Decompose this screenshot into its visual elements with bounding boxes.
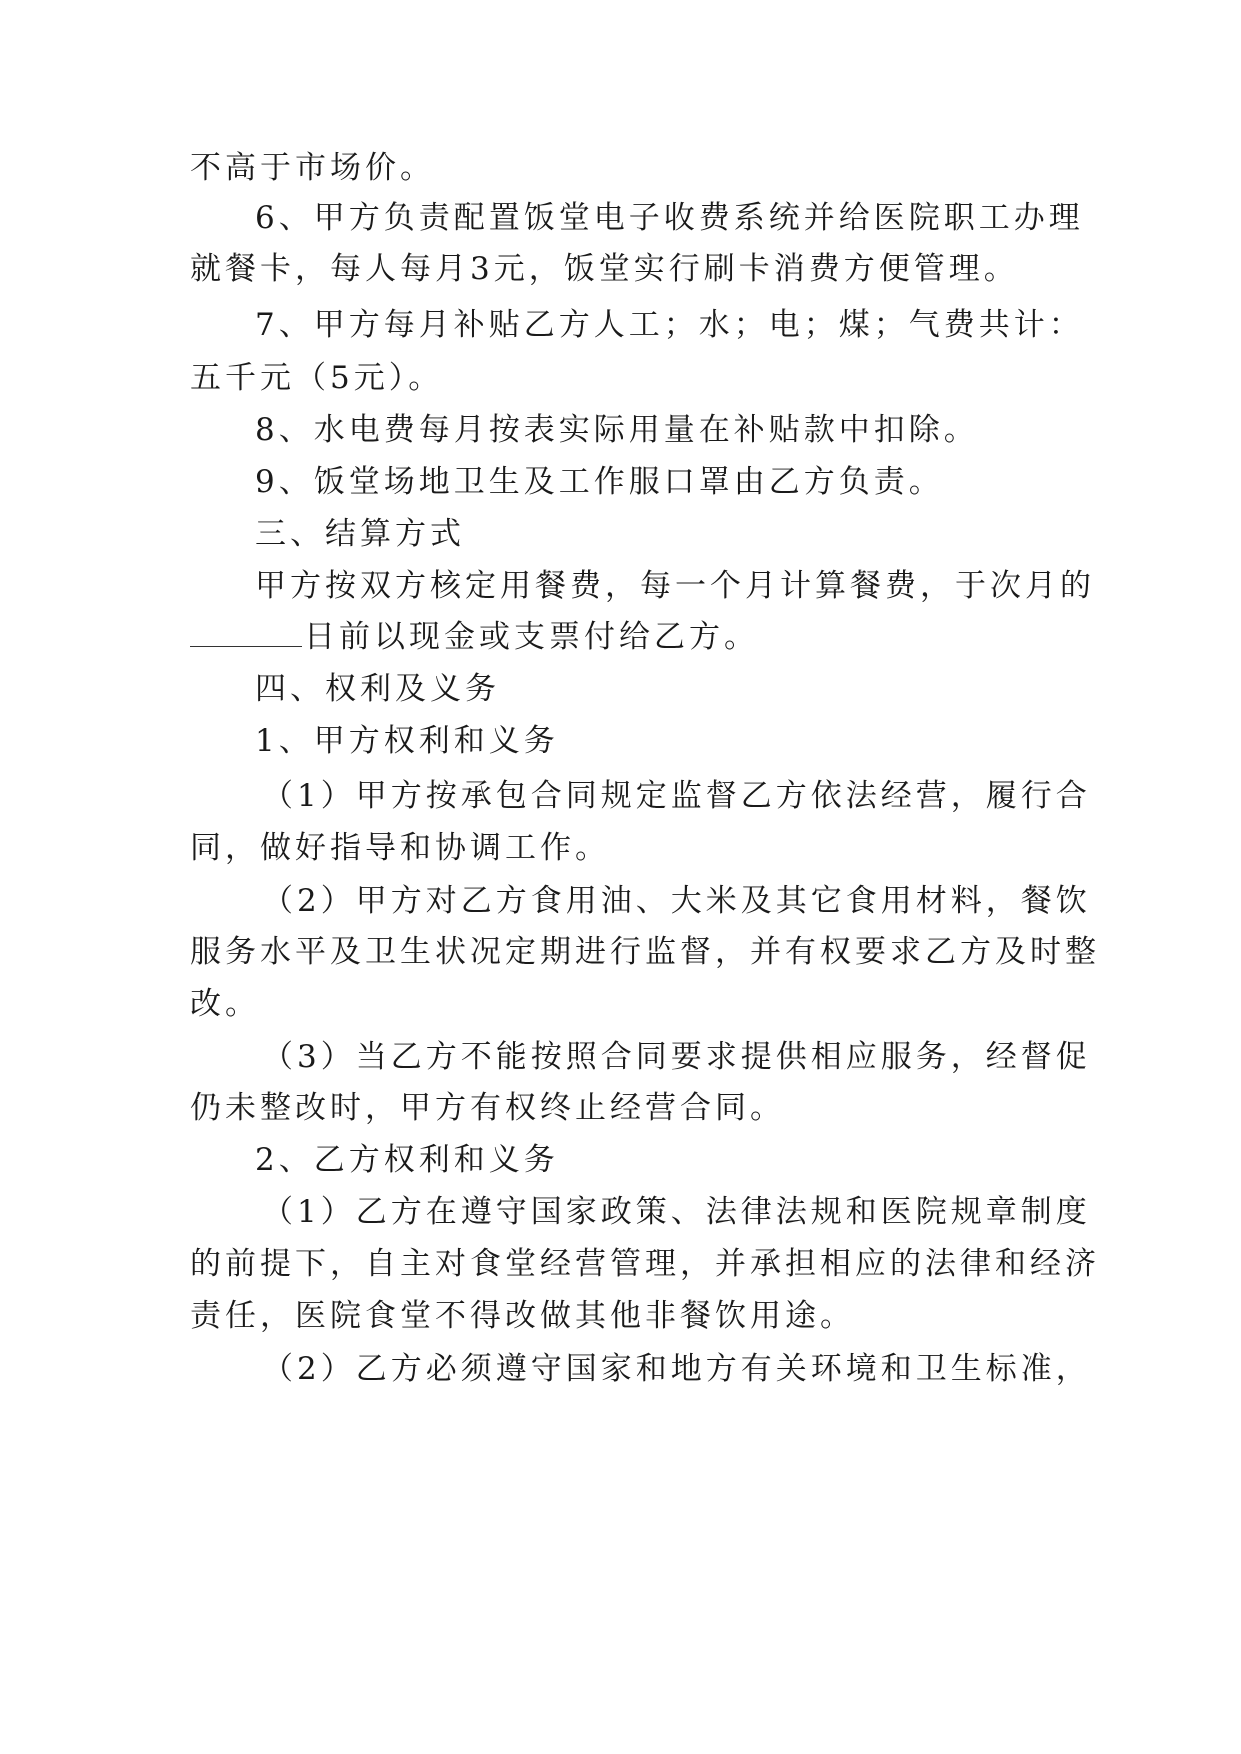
text-line: 同，做好指导和协调工作。 [190,830,610,866]
text-line: 6、甲方负责配置饭堂电子收费系统并给医院职工办理 [255,200,1084,236]
fill-in-blank [190,618,302,647]
text-line: 不高于市场价。 [190,150,435,186]
text-line: （2）乙方必须遵守国家和地方有关环境和卫生标准， [262,1351,1091,1387]
subsection-heading: 2、乙方权利和义务 [255,1142,559,1178]
text-line: 服务水平及卫生状况定期进行监督，并有权要求乙方及时整 [190,934,1100,970]
text-line: 7、甲方每月补贴乙方人工；水；电；煤；气费共计： [255,307,1084,343]
text-line: 甲方按双方核定用餐费，每一个月计算餐费，于次月的 [255,568,1095,604]
text-line: （1）乙方在遵守国家政策、法律法规和医院规章制度 [262,1194,1091,1230]
text-line: 五千元（5元）。 [190,360,444,396]
text-line: （2）甲方对乙方食用油、大米及其它食用材料，餐饮 [262,883,1091,919]
text-line: 改。 [190,986,260,1022]
text-line: 9、饭堂场地卫生及工作服口罩由乙方负责。 [255,464,944,500]
section-heading: 三、结算方式 [255,516,465,552]
text-line: 的前提下，自主对食堂经营管理，并承担相应的法律和经济 [190,1246,1100,1282]
text-line: 8、水电费每月按表实际用量在补贴款中扣除。 [255,412,979,448]
text-line: （3）当乙方不能按照合同要求提供相应服务，经督促 [262,1039,1091,1075]
text-line: 就餐卡，每人每月3元，饭堂实行刷卡消费方便管理。 [190,251,1019,287]
text-line: （1）甲方按承包合同规定监督乙方依法经营，履行合 [262,778,1091,814]
text-line-with-blank [190,617,1070,657]
text-line: 责任，医院食堂不得改做其他非餐饮用途。 [190,1298,855,1334]
text-line: 日前以现金或支票付给乙方。 [304,619,759,655]
subsection-heading: 1、甲方权利和义务 [255,723,559,759]
section-heading: 四、权利及义务 [255,671,500,707]
text-line: 仍未整改时，甲方有权终止经营合同。 [190,1090,785,1126]
